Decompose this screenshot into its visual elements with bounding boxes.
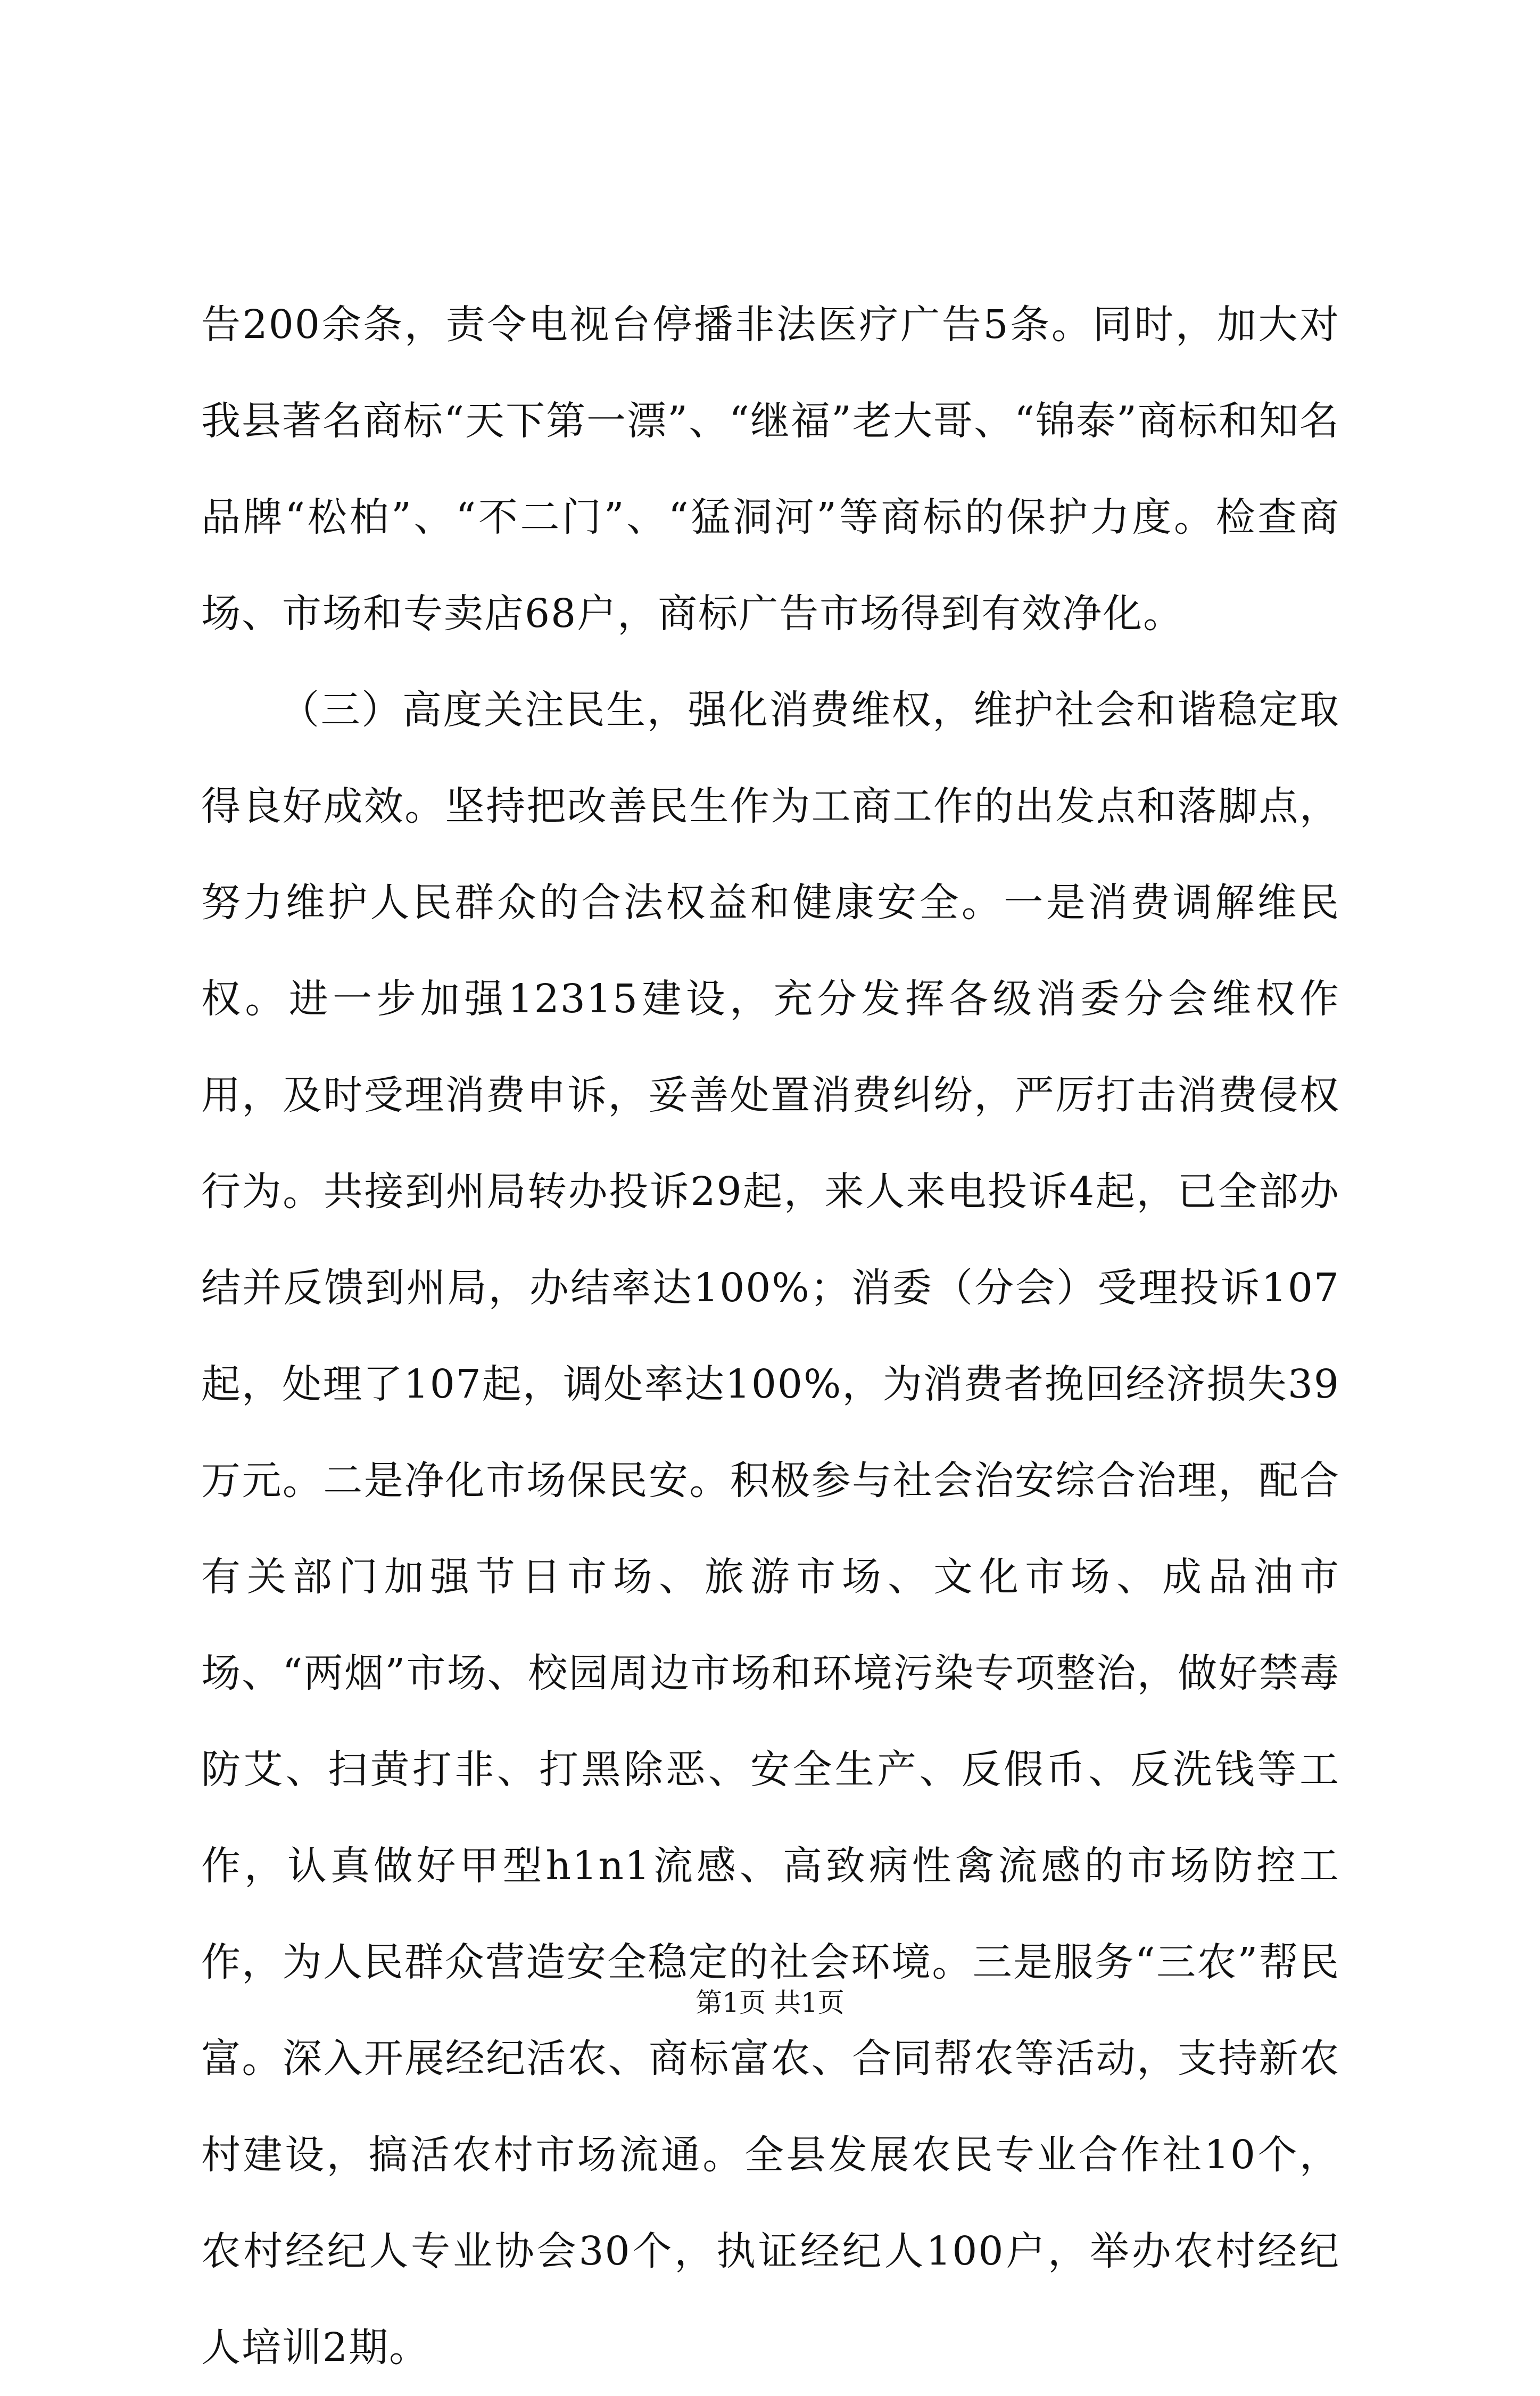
page-footer: 第1页 共1页 bbox=[696, 1987, 844, 2018]
paragraph-2: （三）高度关注民生，强化消费维权，维护社会和谐稳定取得良好成效。坚持把改善民生作为工商工作的出发点和落脚点，努力维护人民群众的合法权益和健康安全。一是消费调解维民权。进一步加强12315建设，充分发挥各级消委分会维权作用，及时受理消费申诉，妥善处置消费纠纷，严厉打击消费侵权行为。共接到州局转办投诉29起，来人来电投诉4起，已全部办结并反馈到州局，办结率达100%；消委（分会）受理投诉107起，处理了107起，调处率达100%，为消费者挽回经济损失39万元。二是净化市场保民安。积极参与社会治安综合治理，配合有关部门加强节日市场、旅游市场、文化市场、成品油市场、“两烟”市场、校园周边市场和环境污染专项整治，做好禁毒防艾、扫黄打非、打黑除恶、安全生产、反假币、反洗钱等工作，认真做好甲型h1n1流感、高致病性禽流感的市场防控工作，为人民群众营造安全稳定的社会环境。三是服务“三农”帮民富。深入开展经纪活农、商标富农、合同帮农等活动，支持新农村建设，搞活农村市场流通。全县发展农民专业合作社10个，农村经纪人专业协会30个，执证经纪人100户，举办农村经纪人培训2期。 bbox=[201, 687, 1340, 2370]
document-body bbox=[201, 277, 1340, 2396]
paragraph-1: 告200余条，责令电视台停播非法医疗广告5条。同时，加大对我县著名商标“天下第一漂”、“继福”老大哥、“锦泰”商标和知名品牌“松柏”、“不二门”、“猛洞河”等商标的保护力度。检查商场、市场和专卖店68户，商标广告市场得到有效净化。 bbox=[201, 302, 1340, 637]
